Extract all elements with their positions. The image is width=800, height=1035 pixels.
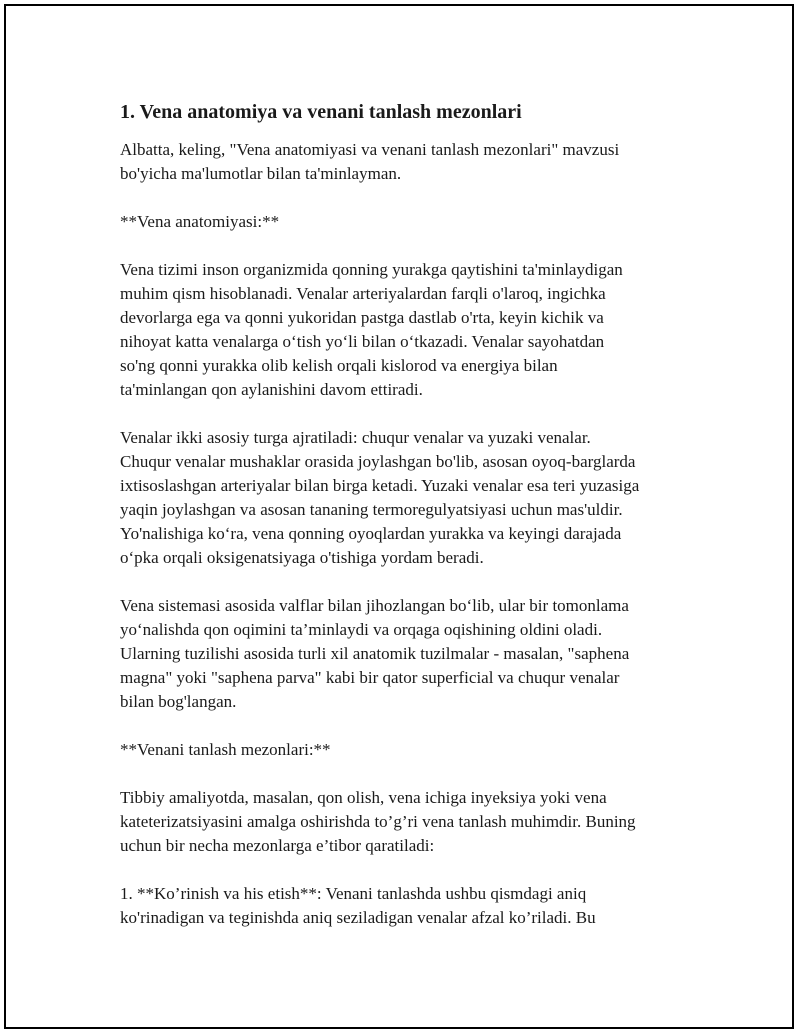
- paragraph-vein-system: [120, 258, 700, 402]
- text-line: Venalar ikki asosiy turga ajratiladi: chuqur venalar va yuzaki venalar.: [120, 428, 591, 447]
- text-line: **Vena anatomiyasi:**: [120, 212, 280, 231]
- section-label-criteria: [120, 738, 700, 762]
- document-heading: 1. Vena anatomiya va venani tanlash mezonlari: [120, 101, 522, 123]
- text-line: **Venani tanlash mezonlari:**: [120, 740, 331, 759]
- text-line: bilan bog'langan.: [120, 692, 237, 711]
- text-line: ta'minlangan qon aylanishini davom ettiradi.: [120, 380, 423, 399]
- text-line: yaqin joylashgan va asosan tananing termoregulyatsiyasi uchun mas'uldir.: [120, 500, 623, 519]
- text-line: ko'rinadigan va teginishda aniq seziladigan venalar afzal ko’riladi. Bu: [120, 908, 596, 927]
- section-label-anatomy: [120, 210, 700, 234]
- text-line: muhim qism hisoblanadi. Venalar arteriyalardan farqli o'laroq, ingichka: [120, 284, 606, 303]
- text-line: yo‘nalishda qon oqimini ta’minlaydi va orqaga oqishining oldini oladi.: [120, 620, 603, 639]
- text-line: magna" yoki "saphena parva" kabi bir qator superficial va chuqur venalar: [120, 668, 620, 687]
- text-line: kateterizatsiyasini amalga oshirishda to’g’ri vena tanlash muhimdir. Buning: [120, 812, 636, 831]
- text-line: Albatta, keling, "Vena anatomiyasi va venani tanlash mezonlari" mavzusi: [120, 140, 620, 159]
- paragraph-vein-types: [120, 426, 700, 570]
- text-line: uchun bir necha mezonlarga e’tibor qaratiladi:: [120, 836, 435, 855]
- text-line: ixtisoslashgan arteriyalar bilan birga ketadi. Yuzaki venalar esa teri yuzasiga: [120, 476, 640, 495]
- text-line: Tibbiy amaliyotda, masalan, qon olish, vena ichiga inyeksiya yoki vena: [120, 788, 607, 807]
- text-line: bo'yicha ma'lumotlar bilan ta'minlayman.: [120, 164, 402, 183]
- text-line: Vena sistemasi asosida valflar bilan jihozlangan bo‘lib, ular bir tomonlama: [120, 596, 629, 615]
- paragraph-valves: [120, 594, 700, 714]
- paragraph-criterion-1: [120, 882, 700, 930]
- text-line: o‘pka orqali oksigenatsiyaga o'tishiga yordam beradi.: [120, 548, 484, 567]
- text-line: devorlarga ega va qonni yukoridan pastga dastlab o'rta, keyin kichik va: [120, 308, 604, 327]
- document-body: [120, 99, 700, 954]
- paragraph-intro: [120, 138, 700, 186]
- text-line: 1. **Ko’rinish va his etish**: Venani tanlashda ushbu qismdagi aniq: [120, 884, 587, 903]
- text-line: Vena tizimi inson organizmida qonning yurakga qaytishini ta'minlaydigan: [120, 260, 623, 279]
- text-line: Ularning tuzilishi asosida turli xil anatomik tuzilmalar - masalan, "saphena: [120, 644, 630, 663]
- text-line: so'ng qonni yurakka olib kelish orqali kislorod va energiya bilan: [120, 356, 558, 375]
- page-frame: [4, 4, 794, 1029]
- text-line: nihoyat katta venalarga o‘tish yo‘li bilan o‘tkazadi. Venalar sayohatdan: [120, 332, 605, 351]
- text-line: Yo'nalishiga ko‘ra, vena qonning oyoqlardan yurakka va keyingi darajada: [120, 524, 622, 543]
- paragraph-criteria-intro: [120, 786, 700, 858]
- text-line: Chuqur venalar mushaklar orasida joylashgan bo'lib, asosan oyoq-barglarda: [120, 452, 636, 471]
